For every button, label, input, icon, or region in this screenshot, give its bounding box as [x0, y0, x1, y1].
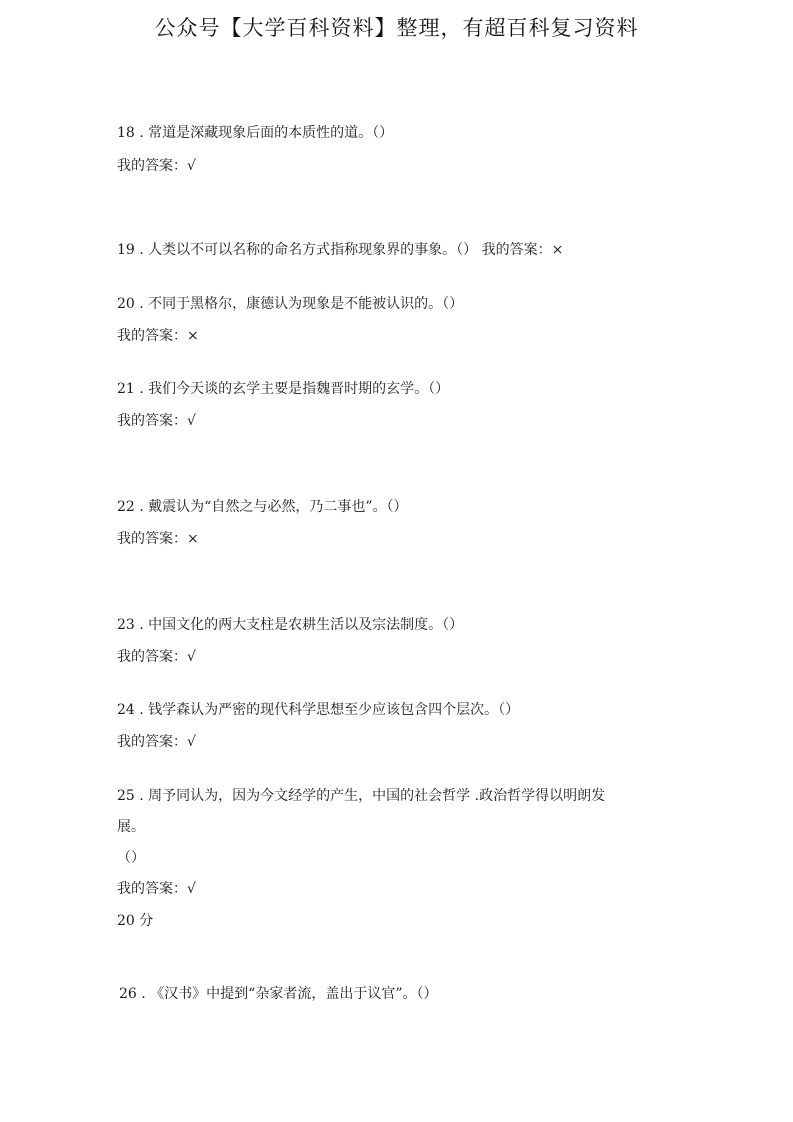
question-18: 18 . 常道是深藏现象后面的本质性的道。（） [117, 125, 394, 141]
page-header: 公众号【大学百科资料】整理，有超百科复习资料 [154, 16, 639, 40]
question-26: 26 . 《汉书》中提到“杂家者流，盖出于议官”。（） [119, 986, 438, 1002]
question-22: 22 . 戴震认为“自然之与必然，乃二事也”。（） [117, 499, 408, 515]
answer-20: 我的答案：× [117, 328, 199, 344]
question-25: 25 . 周予同认为，因为今文经学的产生，中国的社会哲学 .政治哲学得以明朗发 [117, 788, 606, 804]
answer-18: 我的答案：√ [117, 158, 196, 174]
question-24: 24 . 钱学森认为严密的现代科学思想至少应该包含四个层次。（） [117, 702, 520, 718]
answer-23: 我的答案：√ [117, 649, 196, 665]
question-19: 19 . 人类以不可以名称的命名方式指称现象界的事象。（） 我的答案：× [117, 242, 564, 258]
answer-21: 我的答案：√ [117, 413, 196, 429]
question-25-parentheses: （） [117, 850, 145, 866]
answer-24: 我的答案：√ [117, 734, 196, 750]
question-25-continued: 展。 [117, 819, 145, 835]
question-23: 23 . 中国文化的两大支柱是农耕生活以及宗法制度。（） [117, 617, 464, 633]
question-20: 20 . 不同于黑格尔，康德认为现象是不能被认识的。（） [117, 296, 464, 312]
question-21: 21 . 我们今天谈的玄学主要是指魏晋时期的玄学。（） [117, 381, 450, 397]
answer-25: 我的答案：√ [117, 881, 196, 897]
answer-22: 我的答案：× [117, 531, 199, 547]
score-25: 20 分 [117, 913, 154, 929]
